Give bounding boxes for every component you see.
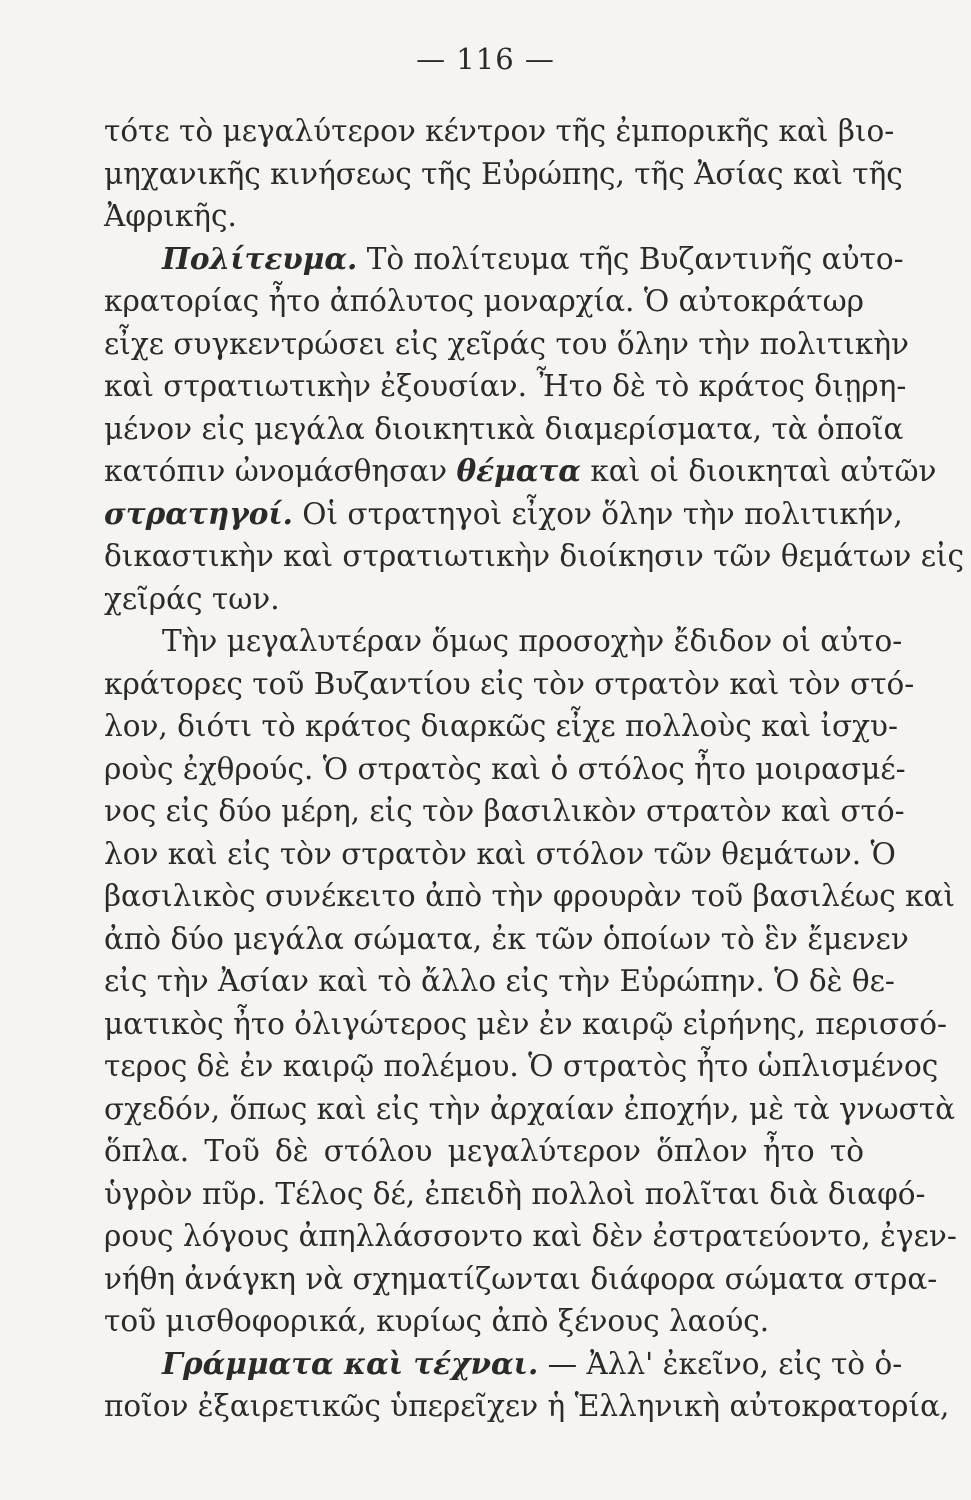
term-strategoi: στρατηγοί. xyxy=(104,495,293,531)
text-line: λον, διότι τὸ κράτος διαρκῶς εἶχε πολλοὺς καὶ ἰσχυ- xyxy=(104,709,898,743)
text-line: χεῖράς των. xyxy=(104,581,280,616)
text-line: νήθη ἀνάγκη νὰ σχηματίζωνται διάφορα σώματα στρα- xyxy=(104,1261,938,1296)
term-themata: θέματα xyxy=(456,453,581,488)
text-line: ὑγρὸν πῦρ. Τέλος δέ, ἐπειδὴ πολλοὶ πολῖται διὰ διαφό- xyxy=(104,1176,926,1211)
text-line: τερος δὲ ἐν καιρῷ πολέμου. Ὁ στρατὸς ἦτο ὡπλισμένος xyxy=(104,1049,939,1083)
text-line: μένον εἰς μεγάλα διοικητικὰ διαμερίσματα, τὰ ὁποῖα xyxy=(104,411,904,446)
text-line: κατόπιν ὠνομάσθησαν θέματα καὶ οἱ διοικηταὶ αὐτῶν xyxy=(104,453,937,488)
text-line: βασιλικὸς συνέκειτο ἀπὸ τὴν φρουρὰν τοῦ βασιλέως καὶ xyxy=(104,879,956,913)
section-heading-grammata: Γράμματα καὶ τέχναι. xyxy=(162,1345,539,1381)
text-line: ποῖον ἐξαιρετικῶς ὑπερεῖχεν ἡ Ἑλληνικὴ αὐτοκρατορία, xyxy=(104,1389,950,1423)
text-line: δικαστικὴν καὶ στρατιωτικὴν διοίκησιν τῶν θεμάτων εἰς xyxy=(104,539,965,573)
text-line: ματικὸς ἦτο ὀλιγώτερος μὲν ἐν καιρῷ εἰρήνης, περισσό- xyxy=(104,1006,948,1041)
text-line: λον καὶ εἰς τὸν στρατὸν καὶ στόλον τῶν θεμάτων. Ὁ xyxy=(104,836,896,871)
text-line: κράτορες τοῦ Βυζαντίου εἰς τὸν στρατὸν καὶ τὸν στό- xyxy=(104,666,915,701)
text-line: κρατορίας ἦτο ἀπόλυτος μοναρχία. Ὁ αὐτοκράτωρ xyxy=(104,284,864,318)
text-line: ἀπὸ δύο μεγάλα σώματα, ἐκ τῶν ὁποίων τὸ ἓν ἔμενεν xyxy=(104,921,909,956)
text-line: τοῦ μισθοφορικά, κυρίως ἀπὸ ξένους λαούς. xyxy=(104,1304,770,1338)
text-line: Τὴν μεγαλυτέραν ὅμως προσοχὴν ἔδιδον οἱ αὐτο- xyxy=(162,624,903,658)
text-line: σχεδόν, ὅπως καὶ εἰς τὴν ἀρχαίαν ἐποχήν, μὲ τὰ γνωστὰ xyxy=(104,1091,956,1126)
text-line: Ἀφρικῆς. xyxy=(104,199,237,233)
text-line: Γράμματα καὶ τέχναι. — Ἀλλ' ἐκεῖνο, εἰς τὸ ὁ- xyxy=(162,1345,903,1381)
text-line: εἰς τὴν Ἀσίαν καὶ τὸ ἄλλο εἰς τὴν Εὐρώπην. Ὁ δὲ θε- xyxy=(104,964,895,998)
text-line: ὅπλα. Τοῦ δὲ στόλου μεγαλύτερον ὅπλον ἦτο τὸ xyxy=(104,1134,864,1168)
text-line: στρατηγοί. Οἱ στρατηγοὶ εἶχον ὅλην τὴν πολιτικήν, xyxy=(104,495,903,531)
body-text xyxy=(104,110,965,1428)
section-heading-politeuma: Πολίτευμα. xyxy=(162,240,358,276)
text-line: μηχανικῆς κινήσεως τῆς Εὐρώπης, τῆς Ἀσίας καὶ τῆς xyxy=(104,156,903,191)
text-line: καὶ στρατιωτικὴν ἐξουσίαν. Ἦτο δὲ τὸ κράτος διῃρη- xyxy=(104,369,907,403)
text-line: τότε τὸ μεγαλύτερον κέντρον τῆς ἐμπορικῆς καὶ βιο- xyxy=(104,114,895,148)
text-line: Πολίτευμα. Τὸ πολίτευμα τῆς Βυζαντινῆς αὐτο- xyxy=(162,240,904,276)
text-line: νος εἰς δύο μέρη, εἰς τὸν βασιλικὸν στρατὸν καὶ στό- xyxy=(104,794,905,828)
text-line: ροὺς ἐχθρούς. Ὁ στρατὸς καὶ ὁ στόλος ἦτο μοιρασμέ- xyxy=(104,751,906,786)
page-number: — 116 — xyxy=(416,42,555,76)
text-line: ρους λόγους ἀπηλλάσσοντο καὶ δὲν ἐστρατεύοντο, ἐγεν- xyxy=(104,1219,957,1253)
text-line: εἶχε συγκεντρώσει εἰς χεῖράς του ὅλην τὴν πολιτικὴν xyxy=(104,326,909,361)
